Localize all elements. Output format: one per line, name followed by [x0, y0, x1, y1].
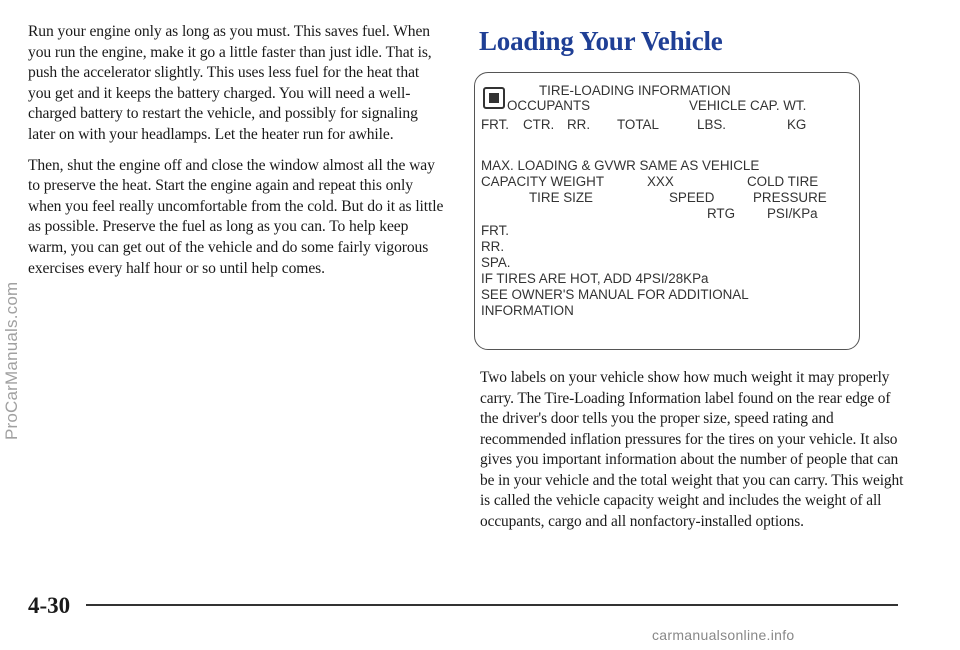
section-heading: Loading Your Vehicle [479, 26, 723, 56]
label-max-loading: MAX. LOADING & GVWR SAME AS VEHICLE [481, 158, 760, 173]
label-frt: FRT. [481, 117, 510, 132]
label-ctr: CTR. [523, 117, 555, 132]
footer-watermark: carmanualsonline.info [652, 627, 795, 643]
label-vehicle-cap: VEHICLE CAP. WT. [689, 98, 807, 113]
label-rtg: RTG [707, 206, 736, 221]
left-column [28, 22, 446, 289]
label-rr: RR. [567, 117, 591, 132]
label-title: TIRE-LOADING INFORMATION [539, 83, 731, 98]
label-xxx: XXX [647, 174, 674, 189]
label-pressure: PRESSURE [753, 190, 827, 205]
label-see-manual: SEE OWNER'S MANUAL FOR ADDITIONAL [481, 287, 749, 302]
label-information: INFORMATION [481, 303, 574, 318]
page-number: 4-30 [28, 593, 71, 618]
label-row-rr: RR. [481, 239, 505, 254]
label-lbs: LBS. [697, 117, 727, 132]
right-column-header [474, 26, 914, 57]
label-row-frt: FRT. [481, 223, 510, 238]
label-cold-tire: COLD TIRE [747, 174, 819, 189]
paragraph-shut-engine: Then, shut the engine off and close the window almost all the way to preserve the heat. Start the engine again and repeat this only when you feel really uncomfortable from the cold. But do it as little as possible. Preserve the fuel as long as you can. To help keep warm, you can get out of the vehicle and do some fairly vigorous exercises every half hour or so until help comes. [28, 156, 444, 277]
footer-rule [86, 604, 898, 606]
label-psi-kpa: PSI/KPa [767, 206, 818, 221]
label-total: TOTAL [617, 117, 659, 132]
label-kg: KG [787, 117, 807, 132]
label-occupants: OCCUPANTS [507, 98, 591, 113]
paragraph-engine-run: Run your engine only as long as you must. This saves fuel. When you run the engine, make it go a little faster than just idle. That is, push the accelerator slightly. This uses less fuel for the heat that you get and it keeps the battery charged. You will need a well-charged battery to restart the vehicle, and possibly for signaling later on with your headlamps. Let the heater run for awhile. [28, 23, 432, 143]
label-row-spa: SPA. [481, 255, 511, 270]
loading-description: Two labels on your vehicle show how much weight it may properly carry. The Tire-Loading Information label found on the rear edge of the driver's door tells you the proper size, speed rating and recommended inflation pressures for the tires on your vehicle. It also gives you important information about the number of people that can be in your vehicle and the total weight that you can carry. This weight is called the vehicle capacity weight and includes the weight of all occupants, cargo and all nonfactory-installed options. [480, 369, 904, 530]
label-tire-size: TIRE SIZE [529, 190, 593, 205]
label-speed: SPEED [669, 190, 715, 205]
label-hot-note: IF TIRES ARE HOT, ADD 4PSI/28KPa [481, 271, 709, 286]
side-watermark: ProCarManuals.com [2, 281, 21, 440]
book-icon [483, 87, 505, 109]
label-capacity-weight: CAPACITY WEIGHT [481, 174, 605, 189]
tire-loading-label [474, 72, 860, 350]
